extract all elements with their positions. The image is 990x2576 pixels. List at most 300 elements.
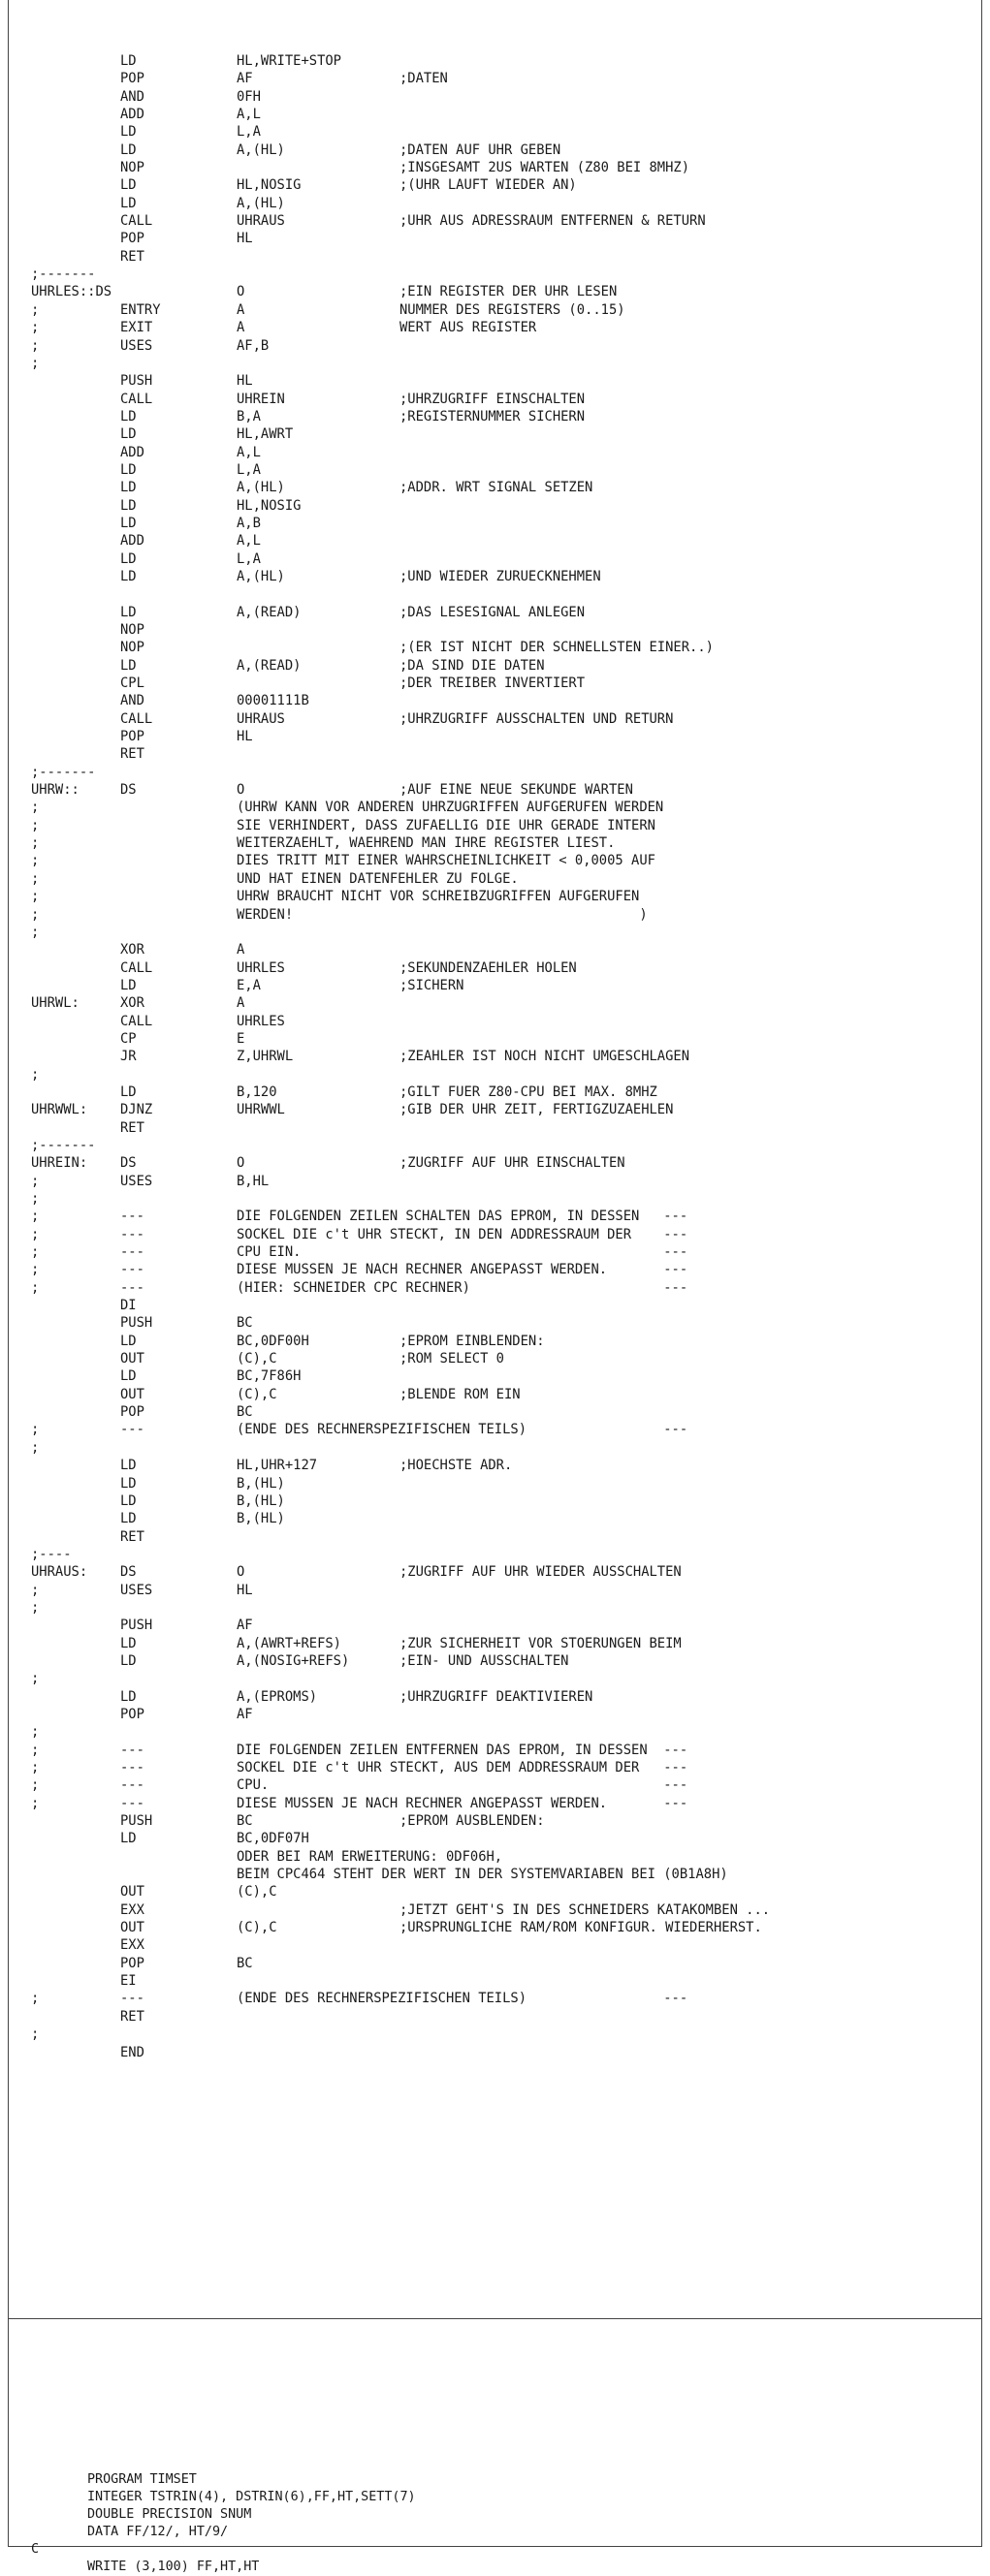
code-line [31,621,972,639]
code-line [31,2026,972,2043]
fortran-listing [31,2471,962,2576]
code-line [31,532,972,550]
code-line [31,1883,972,1901]
code-line [31,994,972,1012]
code-line [31,1190,972,1208]
line-operand: DIE FOLGENDEN ZEILEN SCHALTEN DAS EPROM, IN DESSEN --- [237,1209,688,1225]
line-operand: SOCKEL DIE c't UHR STECKT, IN DEN ADDRESSRAUM DER --- [237,1226,688,1242]
line-opcode: --- [120,1777,144,1794]
code-line [31,355,972,372]
line-opcode: CP [120,1030,137,1047]
code-line [31,1243,972,1261]
line-comment: ;ZUR SICHERHEIT VOR STOERUNGEN BEIM [399,1635,682,1651]
line-comment: ;SEKUNDENZAEHLER HOLEN [399,959,577,976]
code-line [31,764,972,781]
line-operand: A,(AWRT+REFS) [237,1635,341,1651]
code-line [31,1563,972,1581]
line-label: ; [31,1226,40,1242]
line-operand: BC [237,1955,253,1971]
line-opcode: LD [120,1475,137,1492]
line-label: ; [31,1671,40,1687]
line-operand: L,A [237,461,261,478]
line-opcode: LD [120,497,137,514]
line-opcode: PUSH [120,373,153,390]
code-line [31,1901,972,1919]
line-opcode: LD [120,177,137,194]
code-line [31,1706,972,1723]
code-line [31,1546,972,1563]
code-line [31,1723,972,1741]
line-opcode: LD [120,1492,137,1509]
code-line [31,585,972,603]
line-comment: ;EPROM AUSBLENDEN: [399,1813,545,1830]
line-label: ; [31,835,40,852]
code-line [31,924,972,941]
line-opcode: LD [120,977,137,993]
line-opcode: AND [120,693,144,709]
line-opcode: PUSH [120,1315,153,1332]
line-comment: ;REGISTERNUMMER SICHERN [399,408,586,424]
line-operand: CPU. --- [237,1777,688,1794]
line-comment: ;UHRZUGRIFF DEAKTIVIEREN [399,1688,593,1705]
code-line [31,1582,972,1599]
fortran-line [31,2471,962,2489]
line-opcode: LD [120,1333,137,1349]
line-label: UHRWL: [31,995,80,1012]
line-opcode: CALL [120,213,153,230]
line-label: ; [31,853,40,869]
line-operand: ODER BEI RAM ERWEITERUNG: 0DF06H, [237,1848,503,1865]
line-comment: ;GIB DER UHR ZEIT, FERTIGZUZAEHLEN [399,1102,674,1118]
code-line [31,1421,972,1438]
code-line [31,1457,972,1474]
line-opcode: CALL [120,1013,153,1029]
line-operand: AF [237,1618,253,1634]
code-line [31,657,972,675]
code-line [31,1972,972,1990]
line-operand: B,(HL) [237,1475,285,1492]
line-opcode: OUT [120,1386,144,1402]
line-comment: ;ZEAHLER IST NOCH NICHT UMGESCHLAGEN [399,1049,690,1065]
line-opcode: DS [120,782,137,799]
line-opcode: --- [120,1742,144,1758]
code-line [31,1919,972,1936]
fortran-statement: PROGRAM TIMSET [87,2472,197,2487]
line-operand: (C),C [237,1386,277,1402]
line-label: ; [31,1742,40,1758]
line-label: ; [31,2026,40,2043]
line-label: ;------- [31,1137,96,1153]
line-operand: A [237,942,245,958]
line-comment: ;ADDR. WRT SIGNAL SETZEN [399,480,593,496]
line-comment: ;HOECHSTE ADR. [399,1458,513,1474]
line-operand: (ENDE DES RECHNERSPEZIFISCHEN TEILS) --- [237,1991,688,2007]
line-opcode: ADD [120,444,144,460]
code-line [31,1688,972,1706]
code-line [31,1812,972,1830]
line-operand: CPU EIN. --- [237,1244,688,1261]
line-comment: WERT AUS REGISTER [399,320,537,336]
line-opcode: POP [120,71,144,87]
line-opcode: NOP [120,160,144,176]
line-opcode: OUT [120,1351,144,1367]
code-line [31,52,972,70]
line-opcode: LD [120,141,137,158]
code-line [31,408,972,425]
line-operand: Z,UHRWL [237,1049,294,1065]
line-opcode: LD [120,461,137,478]
line-comment: ;UND WIEDER ZURUECKNEHMEN [399,568,601,584]
line-opcode: POP [120,1955,144,1971]
fortran-line [31,2524,962,2541]
line-opcode: JR [120,1049,137,1065]
line-comment: ;ROM SELECT 0 [399,1351,504,1367]
line-opcode: ADD [120,533,144,550]
line-opcode: EI [120,1973,137,1990]
line-opcode: POP [120,1706,144,1722]
line-opcode: EXIT [120,320,153,336]
line-label: UHRW:: [31,782,80,799]
line-operand: E,A [237,977,261,993]
line-operand: UHREIN [237,391,285,407]
line-operand: BEIM CPC464 STEHT DER WERT IN DER SYSTEMVARIABEN BEI (0B1A8H) [237,1867,728,1883]
code-line [31,515,972,532]
line-opcode: --- [120,1279,144,1296]
line-operand: HL,UHR+127 [237,1458,318,1474]
line-comment: ;EIN- UND AUSSCHALTEN [399,1652,569,1669]
line-operand: B,HL [237,1173,270,1189]
code-line [31,1208,972,1225]
line-label: ; [31,1422,40,1438]
line-operand: B,120 [237,1084,277,1100]
line-operand: (ENDE DES RECHNERSPEZIFISCHEN TEILS) --- [237,1422,688,1438]
code-line [31,176,972,194]
code-line [31,1776,972,1794]
line-opcode: LD [120,426,137,443]
code-line [31,106,972,123]
line-opcode: XOR [120,995,144,1012]
line-comment: ;AUF EINE NEUE SEKUNDE WARTEN [399,782,633,799]
line-operand: HL [237,231,253,247]
line-operand: L,A [237,124,261,141]
code-line [31,745,972,763]
line-opcode: DS [120,1564,137,1581]
line-opcode: RET [120,746,144,763]
code-line [31,425,972,443]
code-line [31,941,972,958]
line-opcode: USES [120,1173,153,1189]
code-line [31,1154,972,1172]
code-line [31,1013,972,1030]
code-line [31,141,972,159]
line-opcode: EXX [120,1901,144,1918]
line-comment: ;UHRZUGRIFF EINSCHALTEN [399,391,586,407]
line-label: ; [31,355,40,371]
line-opcode: ENTRY [120,301,161,318]
line-operand: A,(READ) [237,657,302,674]
line-operand: O [237,1564,245,1581]
line-label: ; [31,817,40,833]
code-line [31,1652,972,1670]
line-comment: ;(UHR LAUFT WIEDER AN) [399,177,577,194]
code-line [31,1119,972,1137]
line-opcode: LD [120,1635,137,1651]
line-opcode: NOP [120,622,144,638]
line-operand: E [237,1030,245,1047]
line-opcode: RET [120,248,144,265]
code-line [31,568,972,585]
fortran-line [31,2506,962,2524]
line-comment: ;EIN REGISTER DER UHR LESEN [399,284,618,300]
line-operand: UHRLES [237,1013,285,1029]
code-line [31,1048,972,1065]
line-comment: ;URSPRUNGLICHE RAM/ROM KONFIGUR. WIEDERHERST. [399,1920,762,1936]
line-operand: A,L [237,107,261,123]
line-opcode: LD [120,657,137,674]
line-opcode: LD [120,604,137,620]
line-operand: A [237,995,245,1012]
code-line [31,283,972,300]
code-line [31,1492,972,1510]
line-comment: ;ZUGRIFF AUF UHR WIEDER AUSSCHALTEN [399,1564,682,1581]
line-operand: SOCKEL DIE c't UHR STECKT, AUS DEM ADDRESSRAUM DER --- [237,1760,688,1775]
line-operand: BC,7F86H [237,1368,302,1385]
line-opcode: POP [120,729,144,745]
line-label: ; [31,1191,40,1207]
assembler-listing [31,52,972,2061]
code-line [31,159,972,176]
line-operand: L,A [237,550,261,567]
line-opcode: RET [120,1528,144,1545]
line-operand: (C),C [237,1884,277,1901]
line-comment: ;DATEN [399,71,448,87]
line-label: UHRAUS: [31,1564,88,1581]
code-line [31,1955,972,1972]
line-operand: (C),C [237,1351,277,1367]
line-operand: UHRWWL [237,1102,285,1118]
code-line [31,301,972,319]
line-comment: ;SICHERN [399,977,464,993]
line-operand: DIESE MUSSEN JE NACH RECHNER ANGEPASST WERDEN. --- [237,1262,688,1278]
code-line [31,959,972,977]
line-opcode: DS [120,1155,137,1172]
line-comment: NUMMER DES REGISTERS (0..15) [399,301,625,318]
code-line [31,1084,972,1101]
line-label: ; [31,906,40,923]
line-opcode: LD [120,550,137,567]
line-operand: HL,WRITE+STOP [237,53,341,69]
line-label: ; [31,1795,40,1811]
line-operand: A,(READ) [237,604,302,620]
code-line [31,444,972,461]
code-line [31,1279,972,1297]
fortran-statement: INTEGER TSTRIN(4), DSTRIN(6),FF,HT,SETT(7) [87,2490,416,2504]
code-line [31,781,972,799]
line-label: UHREIN: [31,1155,88,1172]
code-line [31,1030,972,1048]
line-opcode: XOR [120,942,144,958]
code-line [31,1314,972,1332]
line-opcode: LD [120,408,137,424]
line-comment: ;DA SIND DIE DATEN [399,657,545,674]
line-operand: AF [237,71,253,87]
line-comment: ;GILT FUER Z80-CPU BEI MAX. 8MHZ [399,1084,657,1100]
line-comment: ;ZUGRIFF AUF UHR EINSCHALTEN [399,1155,625,1172]
line-operand: WEITERZAEHLT, WAEHREND MAN IHRE REGISTER LIEST. [237,835,616,852]
comment-marker: C [31,2542,40,2557]
line-operand: DIE FOLGENDEN ZEILEN ENTFERNEN DAS EPROM, IN DESSEN --- [237,1742,688,1758]
code-line [31,1759,972,1776]
line-label: ; [31,924,40,940]
line-operand: A,(HL) [237,195,285,211]
code-line [31,1528,972,1546]
code-line [31,1830,972,1847]
line-opcode: LD [120,1688,137,1705]
code-line [31,1101,972,1118]
code-line [31,604,972,621]
line-comment: ;DATEN AUF UHR GEBEN [399,141,561,158]
line-operand: AF [237,1706,253,1722]
line-label: ; [31,800,40,816]
line-label: ; [31,1991,40,2007]
code-line [31,372,972,390]
line-opcode: DJNZ [120,1102,153,1118]
line-opcode: USES [120,337,153,354]
code-line [31,639,972,656]
line-label: ; [31,1582,40,1598]
line-label: ; [31,870,40,887]
line-opcode: LD [120,568,137,584]
line-comment: ;DAS LESESIGNAL ANLEGEN [399,604,586,620]
code-line [31,1386,972,1403]
code-line [31,70,972,87]
line-label: ;---- [31,1546,72,1562]
code-line [31,248,972,266]
code-line [31,1297,972,1314]
line-label: ;------- [31,764,96,780]
code-line [31,1795,972,1812]
line-label: ; [31,1244,40,1261]
line-operand: O [237,1155,245,1172]
line-operand: A,(EPROMS) [237,1688,318,1705]
code-line [31,1403,972,1421]
code-line [31,1173,972,1190]
line-opcode: RET [120,2008,144,2025]
line-opcode: LD [120,195,137,211]
line-operand: BC,0DF07H [237,1831,309,1847]
line-opcode: POP [120,231,144,247]
line-comment: ;(ER IST NICHT DER SCHNELLSTEN EINER..) [399,640,714,656]
code-line [31,1866,972,1883]
line-operand: UHRLES [237,959,285,976]
line-opcode: LD [120,1458,137,1474]
code-line [31,675,972,692]
fortran-line [31,2559,962,2576]
line-opcode: CALL [120,710,153,727]
line-operand: UHRAUS [237,213,285,230]
line-operand: 00001111B [237,693,309,709]
line-operand: O [237,782,245,799]
line-label: ; [31,1777,40,1794]
code-line [31,1137,972,1154]
line-operand: A [237,301,245,318]
line-operand: HL [237,373,253,390]
code-line [31,977,972,994]
code-line [31,1617,972,1634]
fortran-statement: WRITE (3,100) FF,HT,HT [87,2560,260,2574]
line-label: ; [31,1173,40,1189]
fortran-statement: DATA FF/12/, HT/9/ [87,2525,229,2539]
line-operand: HL,NOSIG [237,497,302,514]
code-line [31,461,972,479]
line-label: ; [31,1066,40,1083]
code-line [31,391,972,408]
line-label: ; [31,1279,40,1296]
line-opcode: NOP [120,640,144,656]
line-label: ; [31,1439,40,1456]
line-label: ; [31,1209,40,1225]
code-line [31,1261,972,1278]
code-line [31,212,972,230]
line-opcode: DI [120,1298,137,1314]
line-comment: ;UHR AUS ADRESSRAUM ENTFERNEN & RETURN [399,213,706,230]
line-operand: (UHRW KANN VOR ANDEREN UHRZUGRIFFEN AUFGERUFEN WERDEN [237,800,664,816]
code-line [31,1350,972,1367]
line-comment: ;DER TREIBER INVERTIERT [399,675,586,692]
line-opcode: POP [120,1404,144,1421]
code-line [31,870,972,888]
line-operand: UHRW BRAUCHT NICHT VOR SCHREIBZUGRIFFEN AUFGERUFEN [237,889,640,905]
line-opcode: --- [120,1991,144,2007]
line-opcode: LD [120,1831,137,1847]
fortran-line [31,2489,962,2506]
line-operand: BC [237,1315,253,1332]
fortran-line [31,2541,962,2559]
line-operand: HL,AWRT [237,426,294,443]
line-opcode: CALL [120,959,153,976]
line-operand: WERDEN! ) [237,906,648,923]
code-line [31,2044,972,2061]
code-line [31,88,972,106]
line-comment: ;UHRZUGRIFF AUSSCHALTEN UND RETURN [399,710,674,727]
line-operand: (C),C [237,1920,277,1936]
line-operand: A,B [237,515,261,531]
line-opcode: ADD [120,107,144,123]
code-line [31,266,972,283]
line-operand: B,A [237,408,261,424]
line-operand: 0FH [237,88,261,105]
code-line [31,692,972,709]
code-line [31,123,972,141]
line-operand: HL [237,729,253,745]
line-opcode: --- [120,1422,144,1438]
code-line [31,1367,972,1385]
line-operand: A,(HL) [237,568,285,584]
line-opcode: LD [120,1652,137,1669]
line-opcode: LD [120,1511,137,1527]
code-line [31,2008,972,2026]
code-line [31,817,972,834]
line-operand: A,L [237,533,261,550]
line-operand: (HIER: SCHNEIDER CPC RECHNER) --- [237,1279,688,1296]
line-operand: HL,NOSIG [237,177,302,194]
line-operand: B,(HL) [237,1511,285,1527]
line-operand: BC,0DF00H [237,1333,309,1349]
code-line [31,710,972,728]
code-line [31,319,972,336]
code-line [31,1990,972,2007]
line-opcode: --- [120,1795,144,1811]
